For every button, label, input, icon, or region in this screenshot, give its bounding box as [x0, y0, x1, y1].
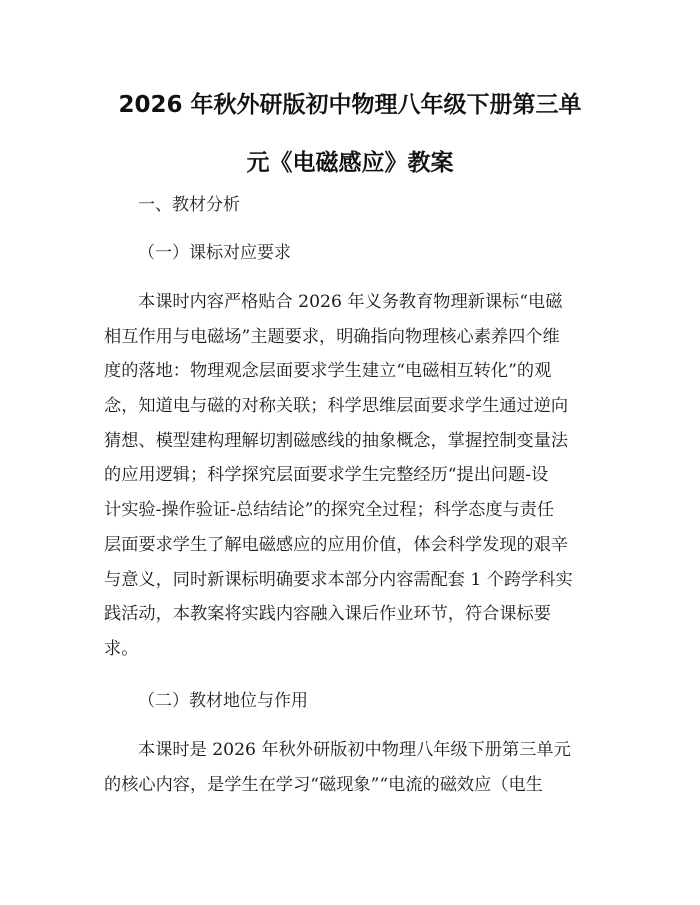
paragraph-line: 的核心内容，是学生在学习“磁现象”“电流的磁效应（电生	[104, 774, 543, 795]
paragraph-line: 本课时是 2026 年秋外研版初中物理八年级下册第三单元	[138, 740, 571, 760]
paragraph-line: 层面要求学生了解电磁感应的应用价值，体会科学发现的艰辛	[104, 534, 569, 555]
title-line-2: 元《电磁感应》教案	[246, 150, 454, 176]
paragraph-line: 求。	[104, 638, 139, 659]
paragraph-line: 计实验-操作验证-总结结论”的探究全过程；科学态度与责任	[104, 500, 555, 521]
paragraph-line: 的应用逻辑；科学探究层面要求学生完整经历“提出问题-设	[104, 465, 549, 486]
paragraph-line: 猜想、模型建构理解切割磁感线的抽象概念，掌握控制变量法	[104, 430, 569, 451]
document-title	[100, 76, 600, 192]
paragraph-line: 念，知道电与磁的对称关联；科学思维层面要求学生通过逆向	[104, 396, 569, 417]
paragraph-line: 相互作用与电磁场”主题要求，明确指向物理核心素养四个维	[104, 326, 560, 347]
paragraph-line: 本课时内容严格贴合 2026 年义务教育物理新课标“电磁	[138, 292, 563, 312]
section-heading-textbook-analysis: 一、教材分析	[138, 195, 240, 215]
paragraph-line: 与意义，同时新课标明确要求本部分内容需配套 1 个跨学科实	[104, 569, 573, 590]
subsection-heading-textbook-position: （二）教材地位与作用	[138, 691, 308, 711]
paragraph-textbook-position	[104, 733, 604, 802]
paragraph-line: 践活动，本教案将实践内容融入课后作业环节，符合课标要	[104, 604, 551, 625]
paragraph-curriculum-requirements	[104, 285, 604, 667]
paragraph-line: 度的落地：物理观念层面要求学生建立“电磁相互转化”的观	[104, 361, 552, 382]
subsection-heading-curriculum-requirements: （一）课标对应要求	[138, 243, 291, 263]
title-line-1: 2026 年秋外研版初中物理八年级下册第三单	[118, 92, 582, 118]
